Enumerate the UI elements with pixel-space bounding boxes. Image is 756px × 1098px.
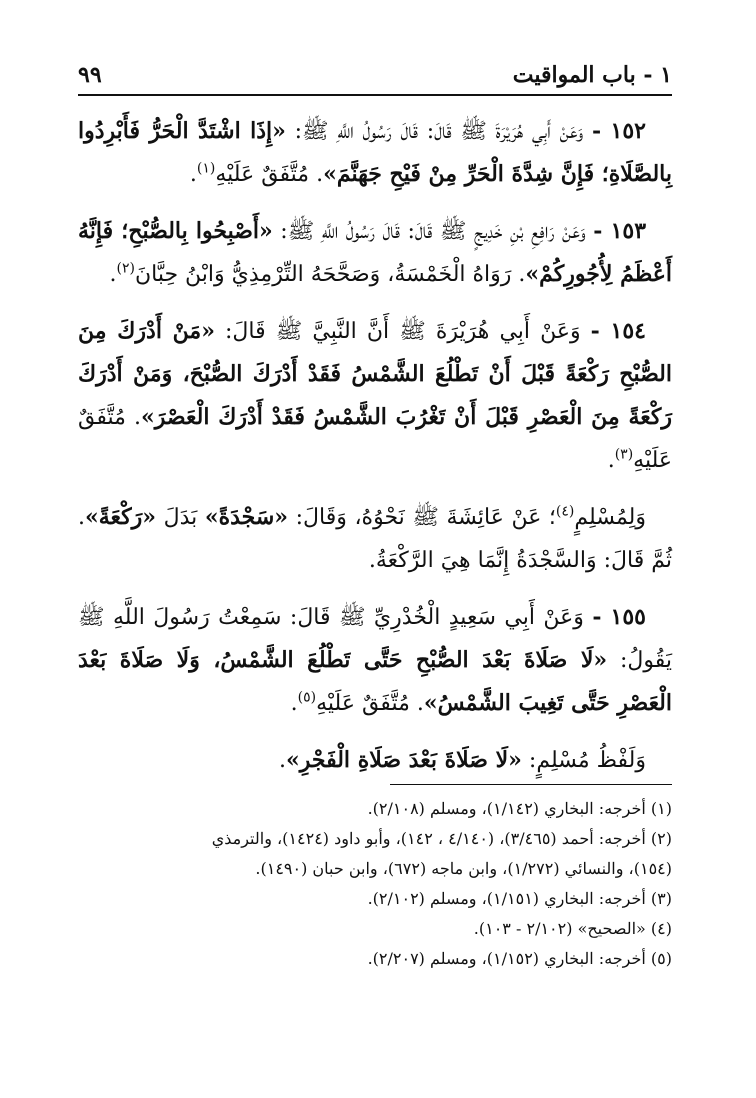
hadith-quote: «إِذَا اشْتَدَّ الْحَرُّ فَأَبْرِدُوا بِالصَّلَاةِ؛ فَإِنَّ شِدَّةَ الْحَرِّ مِنْ فَيْحِ جَهَنَّمَ» (78, 118, 672, 187)
hadith-text: وَعَنْ أَبِي سَعِيدٍ الْخُدْرِيِّ ﷺ قَالَ: سَمِعْتُ رَسُولَ اللَّهِ ﷺ يَقُولُ: (78, 605, 672, 673)
footnote-2: (٢) أخرجه: أحمد (٣/٤٦٥)، (٤/١٤٠ ، ١٤٢)، وأبو داود (١٤٢٤)، والترمذي (211, 829, 672, 848)
hadith-end: . (279, 748, 286, 773)
hadith-text: وَعَنْ أَبِي هُرَيْرَةَ ﷺ أَنَّ النَّبِيَّ ﷺ قَالَ: (214, 319, 591, 344)
hadith-152 (78, 110, 672, 196)
hadith-lead: وَلِمُسْلِمٍ (574, 505, 646, 530)
hadith-number: ١٥٣ - (593, 218, 647, 244)
chapter-title: ١ - باب المواقيت (512, 62, 672, 88)
footnote-rule (390, 784, 672, 785)
hadith-end: . (189, 162, 197, 187)
header-rule (78, 94, 672, 96)
hadith-text: وَعَنْ رَافِعِ بْنِ خَدِيجٍ ﷺ قَالَ: قَالَ رَسُولُ اللَّهِ ﷺ: (272, 219, 594, 244)
page-header (78, 58, 672, 92)
hadith-quote: «رَكْعَةً» (85, 504, 157, 530)
footnote-3: (٣) أخرجه: البخاري (١/١٥١)، ومسلم (٢/١٠٢). (367, 889, 672, 908)
hadith-155 (78, 596, 672, 725)
hadith-text: ؛ عَنْ عَائِشَةَ ﷺ نَحْوُهُ، وَقَالَ: (288, 505, 556, 530)
footnote-ref[interactable]: (٤) (555, 503, 575, 520)
footnote-1: (١) أخرجه: البخاري (١/١٤٢)، ومسلم (٢/١٠٨). (367, 799, 672, 818)
hadith-quote: «لَا صَلَاةَ بَعْدَ صَلَاةِ الْفَجْرِ» (286, 747, 522, 773)
footnote-ref[interactable]: (٢) (116, 260, 135, 277)
hadith-number: ١٥٤ - (590, 318, 646, 344)
hadith-end: . (109, 262, 117, 287)
hadith-text: وَعَنْ أَبِي هُرَيْرَةَ ﷺ قَالَ: قَالَ رَسُولُ اللَّهِ ﷺ: (285, 119, 592, 144)
footnote-ref[interactable]: (١) (196, 160, 216, 177)
hadith-number: ١٥٢ - (592, 118, 646, 144)
footnote-4: (٤) «الصحيح» (٢/١٠٢ - ١٠٣). (473, 919, 672, 938)
hadith-source: . رَوَاهُ الْخَمْسَةُ، وَصَحَّحَهُ التِّرْمِذِيُّ وَابْنُ حِبَّانَ (134, 262, 526, 287)
main-text (78, 110, 672, 796)
page-number: ٩٩ (78, 62, 102, 88)
hadith-155-muslim (78, 739, 672, 782)
hadith-quote: «أَصْبِحُوا بِالصُّبْحِ؛ فَإِنَّهُ أَعْظَمُ لِأُجُورِكُمْ» (78, 218, 672, 287)
footnote-ref[interactable]: (٣) (614, 446, 634, 463)
hadith-quote: «لَا صَلَاةَ بَعْدَ الصُّبْحِ حَتَّى تَطْلُعَ الشَّمْسُ، وَلَا صَلَاةَ بَعْدَ الْعَصْرِ حَتَّى تَغِيبَ الشَّمْسُ» (78, 647, 672, 716)
footnotes (78, 794, 672, 974)
hadith-quote: «مَنْ أَدْرَكَ مِنَ الصُّبْحِ رَكْعَةً قَبْلَ أَنْ تَطْلُعَ الشَّمْسُ فَقَدْ أَدْرَكَ الصُّبْحَ، وَمَنْ أَدْرَكَ رَكْعَةً مِنَ الْعَصْرِ قَبْلَ أَنْ تَغْرُبَ الشَّمْسُ فَقَدْ أَدْرَكَ الْعَصْرَ» (78, 318, 673, 430)
footnote-5: (٥) أخرجه: البخاري (١/١٥٢)، ومسلم (٢/٢٠٧). (367, 949, 672, 968)
hadith-end: . (607, 448, 615, 473)
hadith-text: وَلَفْظُ مُسْلِمٍ: (521, 748, 646, 773)
hadith-source: . مُتَّفَقٌ عَلَيْهِ (78, 405, 672, 473)
hadith-text: بَدَلَ (156, 505, 205, 530)
hadith-154 (78, 310, 672, 482)
hadith-text: . ثُمَّ قَالَ: وَالسَّجْدَةُ إِنَّمَا هِيَ الرَّكْعَةُ. (78, 505, 672, 573)
hadith-154-muslim (78, 496, 672, 582)
hadith-number: ١٥٥ - (592, 604, 646, 630)
hadith-end: . (290, 691, 298, 716)
hadith-153 (78, 210, 672, 296)
hadith-quote: «سَجْدَةً» (204, 504, 289, 530)
footnote-2-continuation: (١٥٤)، والنسائي (١/٢٧٢)، وابن ماجه (٦٧٢)، وابن حبان (١٤٩٠). (255, 859, 672, 878)
footnote-ref[interactable]: (٥) (297, 689, 317, 706)
hadith-source: . مُتَّفَقٌ عَلَيْهِ (316, 691, 424, 716)
hadith-source: . مُتَّفَقٌ عَلَيْهِ (215, 162, 324, 187)
